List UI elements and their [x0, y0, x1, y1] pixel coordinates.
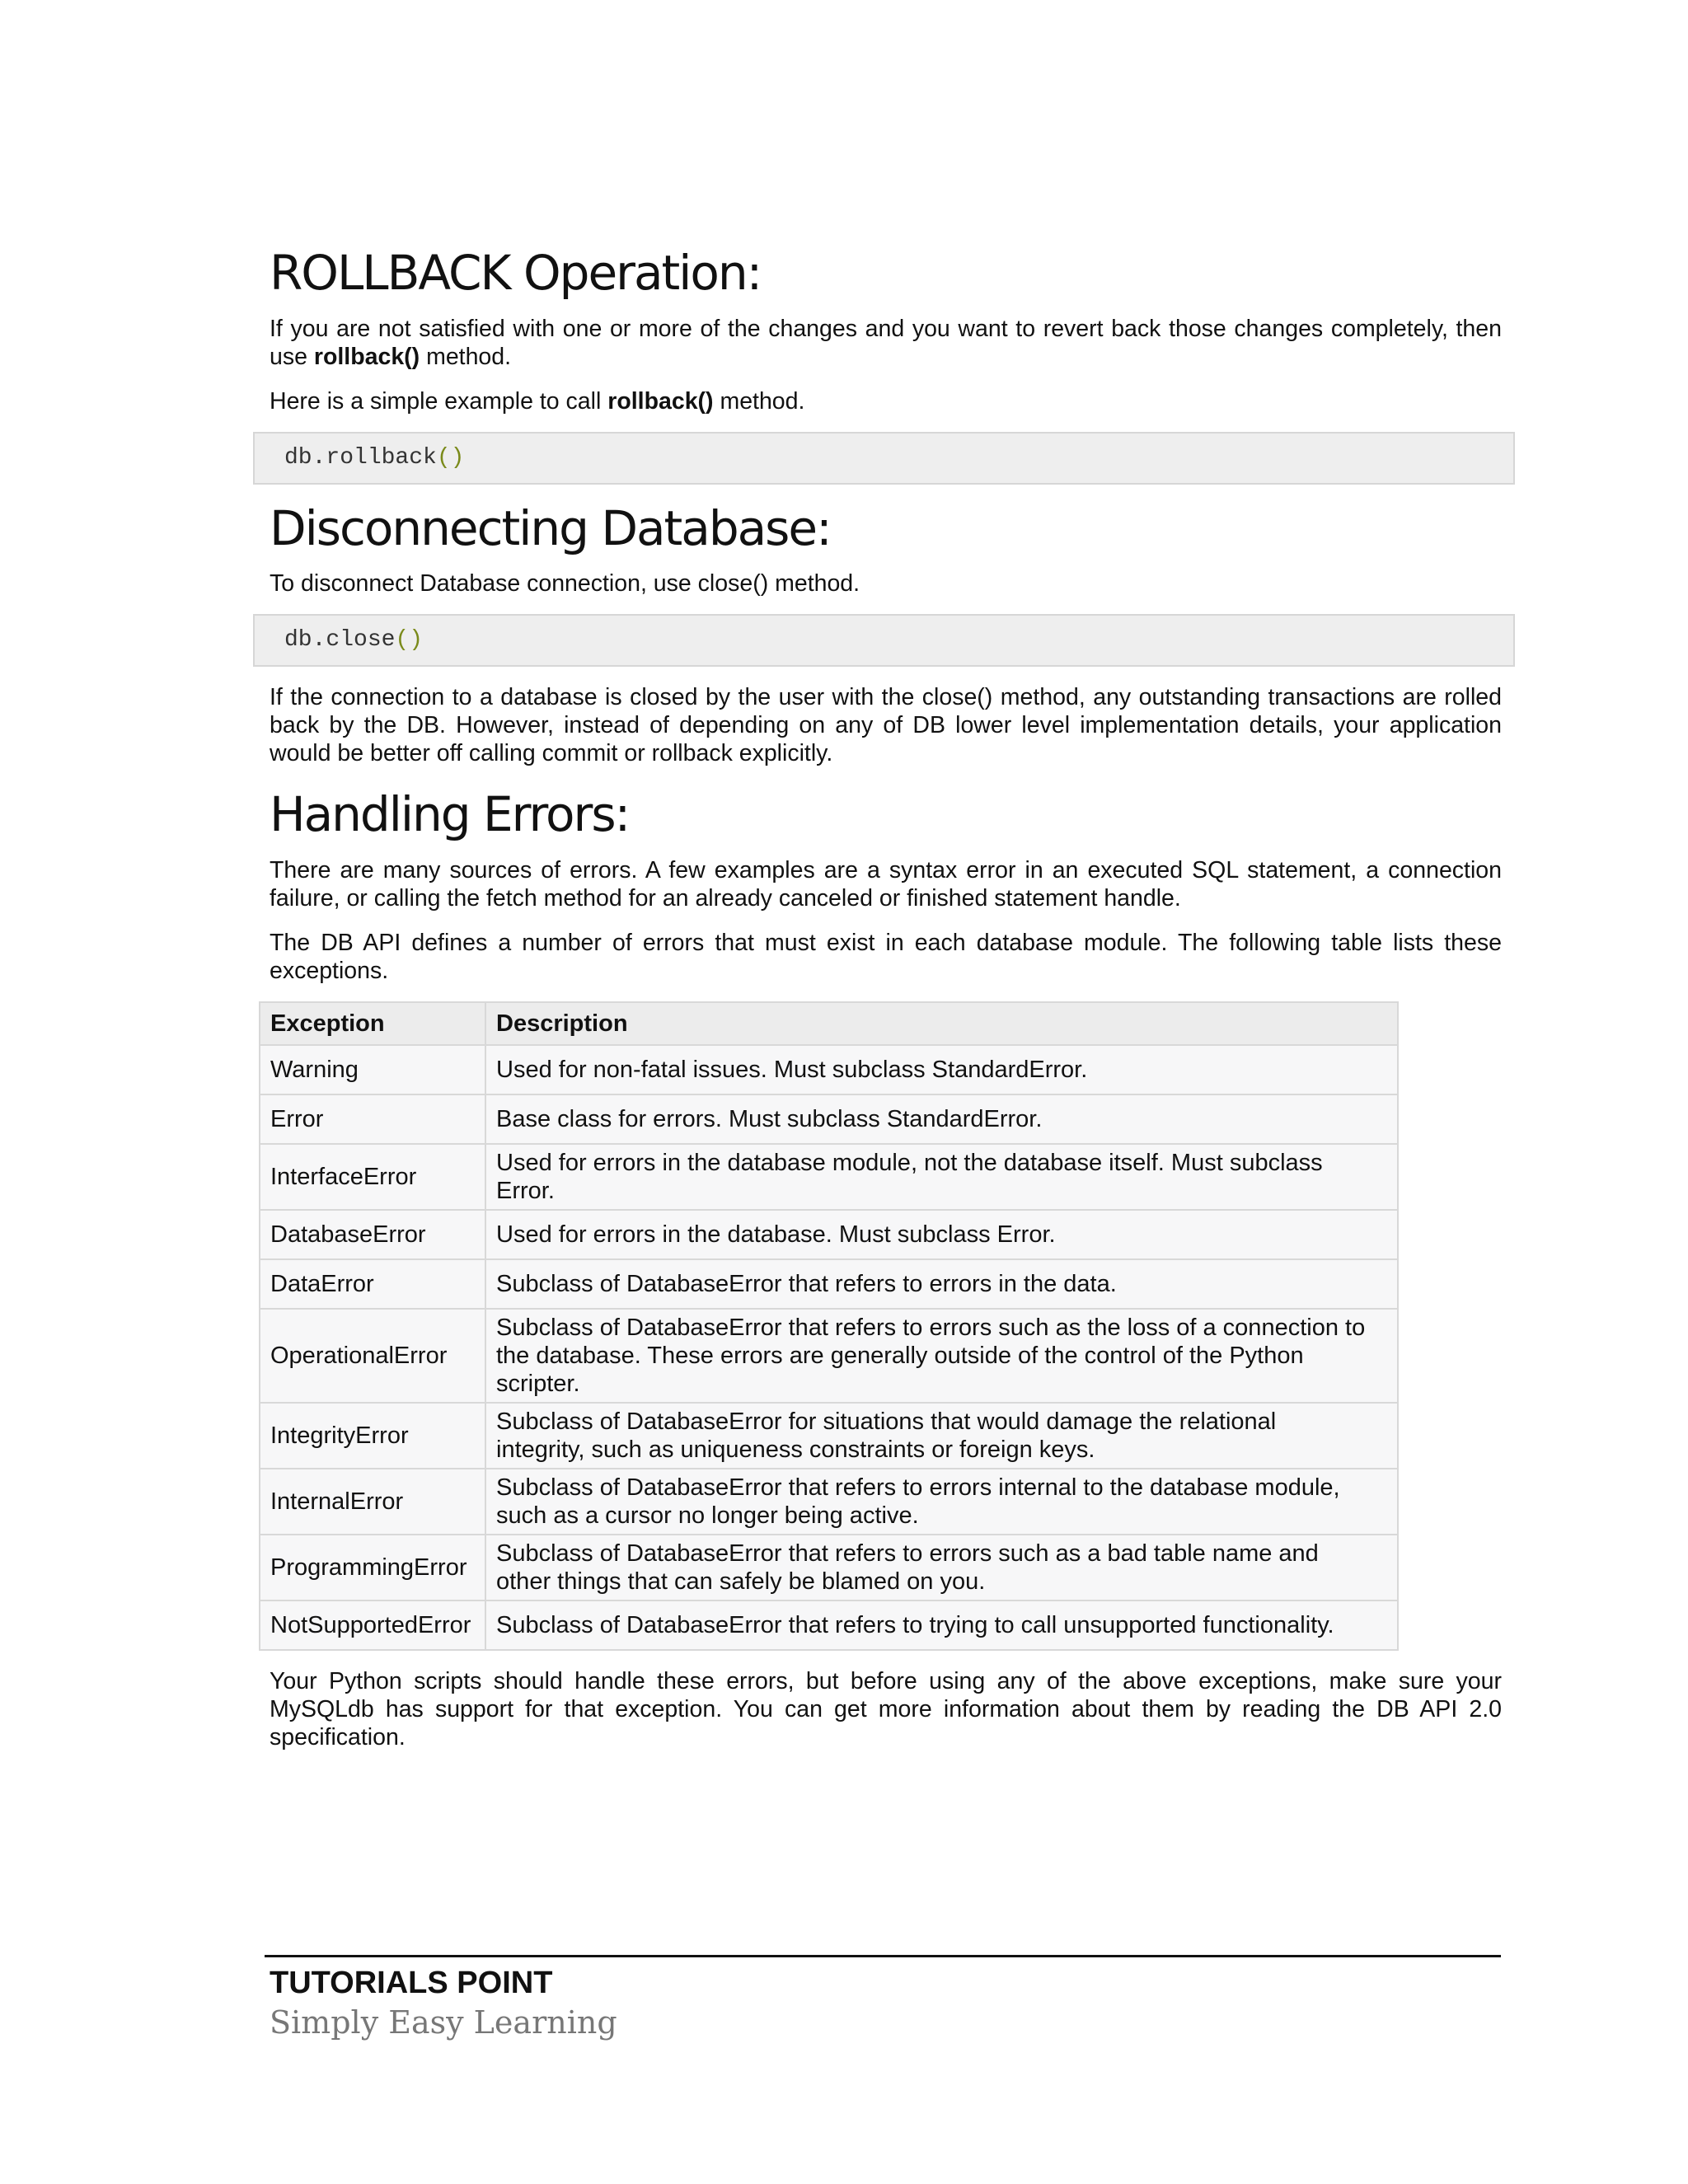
exception-name: NotSupportedError: [260, 1601, 485, 1650]
exception-description: Subclass of DatabaseError that refers to errors in the data.: [485, 1259, 1398, 1309]
footer-divider: [265, 1955, 1501, 1957]
table-row: [260, 1535, 1398, 1601]
table-row: [260, 1403, 1398, 1469]
disconnect-details-paragraph: If the connection to a database is closed by the user with the close() method, any outstanding transactions are rolled back by the DB. However, instead of depending on any of DB lower level implementation details, your application would be better off calling commit or rollback explicitly.: [270, 684, 1502, 767]
exception-name: Warning: [260, 1045, 485, 1094]
exception-description: Subclass of DatabaseError that refers to trying to call unsupported functionality.: [485, 1601, 1398, 1650]
exception-description: Used for errors in the database module, not the database itself. Must subclass Error.: [485, 1144, 1398, 1210]
table-row: [260, 1094, 1398, 1144]
exception-name: InternalError: [260, 1469, 485, 1535]
table-row: [260, 1210, 1398, 1259]
errors-heading: Handling Errors:: [270, 786, 630, 843]
errors-closing-paragraph: Your Python scripts should handle these errors, but before using any of the above exceptions, make sure your MySQLdb has support for that exception. You can get more information about them by reading the DB API 2.0 specification.: [270, 1668, 1502, 1751]
exception-description: Subclass of DatabaseError that refers to errors internal to the database module, such as a cursor no longer being active.: [485, 1469, 1398, 1535]
errors-sources-paragraph: There are many sources of errors. A few examples are a syntax error in an executed SQL statement, a connection failure, or calling the fetch method for an already canceled or finished statement handle.: [270, 857, 1502, 912]
exception-description: Base class for errors. Must subclass StandardError.: [485, 1094, 1398, 1144]
exception-description: Subclass of DatabaseError that refers to errors such as the loss of a connection to the database. These errors are generally outside of the control of the Python scripter.: [485, 1309, 1398, 1403]
rollback-code-block: db.rollback(): [253, 432, 1515, 485]
table-header-row: [260, 1002, 1398, 1045]
errors-api-paragraph: The DB API defines a number of errors that must exist in each database module. The following table lists these exceptions.: [270, 930, 1502, 985]
table-row: [260, 1309, 1398, 1403]
close-code-block: db.close(): [253, 614, 1515, 667]
exception-name: DataError: [260, 1259, 485, 1309]
rollback-heading: ROLLBACK Operation:: [270, 245, 762, 301]
disconnect-paragraph: To disconnect Database connection, use close() method.: [270, 570, 860, 598]
exception-description: Subclass of DatabaseError that refers to errors such as a bad table name and other things that can safely be blamed on you.: [485, 1535, 1398, 1601]
header-exception: Exception: [260, 1002, 485, 1045]
exception-name: DatabaseError: [260, 1210, 485, 1259]
exception-name: ProgrammingError: [260, 1535, 485, 1601]
exception-description: Used for errors in the database. Must subclass Error.: [485, 1210, 1398, 1259]
exception-name: Error: [260, 1094, 485, 1144]
exceptions-table: [259, 1001, 1399, 1651]
table-row: [260, 1601, 1398, 1650]
exception-name: IntegrityError: [260, 1403, 485, 1469]
footer-brand: TUTORIALS POINT: [270, 1966, 553, 2000]
table-row: [260, 1469, 1398, 1535]
table-row: [260, 1045, 1398, 1094]
exception-name: InterfaceError: [260, 1144, 485, 1210]
table-row: [260, 1144, 1398, 1210]
exception-name: OperationalError: [260, 1309, 485, 1403]
rollback-example-paragraph: Here is a simple example to call rollback() method.: [270, 387, 805, 415]
footer-tagline: Simply Easy Learning: [270, 2004, 617, 2041]
disconnect-heading: Disconnecting Database:: [270, 499, 831, 556]
exception-description: Used for non-fatal issues. Must subclass StandardError.: [485, 1045, 1398, 1094]
rollback-paragraph: If you are not satisfied with one or more of the changes and you want to revert back those changes completely, then use rollback() method.: [270, 315, 1502, 370]
table-row: [260, 1259, 1398, 1309]
exception-description: Subclass of DatabaseError for situations that would damage the relational integrity, such as uniqueness constraints or foreign keys.: [485, 1403, 1398, 1469]
page-content: [270, 246, 1502, 1751]
header-description: Description: [485, 1002, 1398, 1045]
